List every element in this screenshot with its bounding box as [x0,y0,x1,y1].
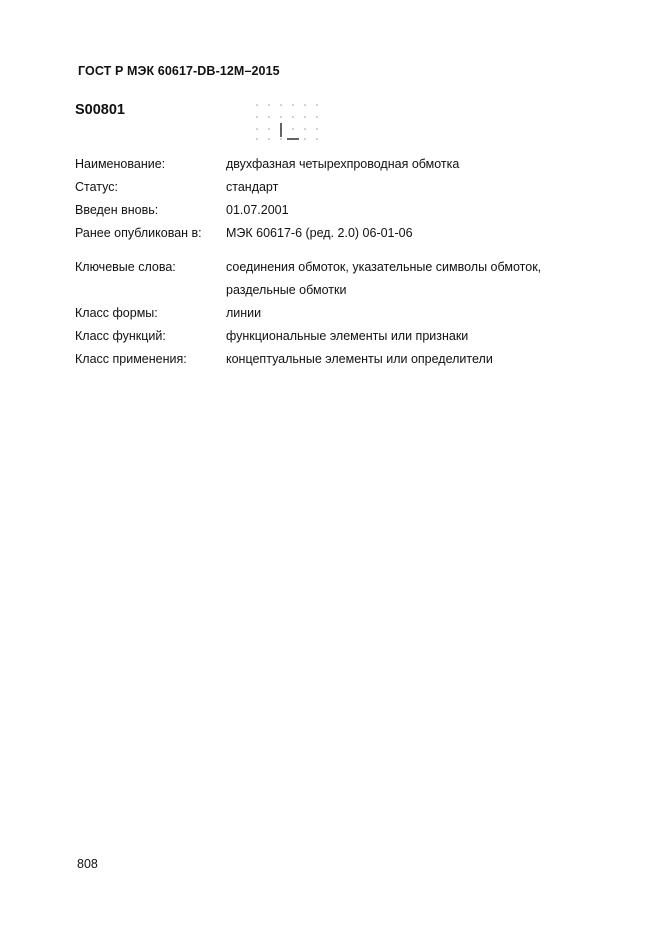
field-value-keywords-line2: раздельные обмотки [226,283,347,297]
field-value-keywords-line1: соединения обмоток, указательные символы обмоток, [226,260,542,274]
field-label-keywords: Ключевые слова: [75,260,176,274]
field-label-published: Ранее опубликован в: [75,226,202,240]
field-value-name: двухфазная четырехпроводная обмотка [226,157,460,171]
symbol-id: S00801 [75,102,125,118]
field-label-application-class: Класс применения: [75,352,187,366]
document-header: ГОСТ Р МЭК 60617-DB-12M–2015 [78,64,280,78]
grid-dots [256,104,318,140]
field-value-function-class: функциональные элементы или признаки [226,329,469,343]
field-label-function-class: Класс функций: [75,329,166,343]
winding-symbol-figure [254,99,324,145]
field-value-status: стандарт [226,180,279,194]
field-label-status: Статус: [75,180,118,194]
page-number: 808 [77,857,98,871]
field-label-introduced: Введен вновь: [75,203,159,217]
field-label-form-class: Класс формы: [75,306,158,320]
field-value-published: МЭК 60617-6 (ред. 2.0) 06-01-06 [226,226,413,240]
field-value-application-class: концептуальные элементы или определители [226,352,493,366]
field-value-introduced: 01.07.2001 [226,203,289,217]
field-label-name: Наименование: [75,157,166,171]
field-value-form-class: линии [226,306,262,320]
